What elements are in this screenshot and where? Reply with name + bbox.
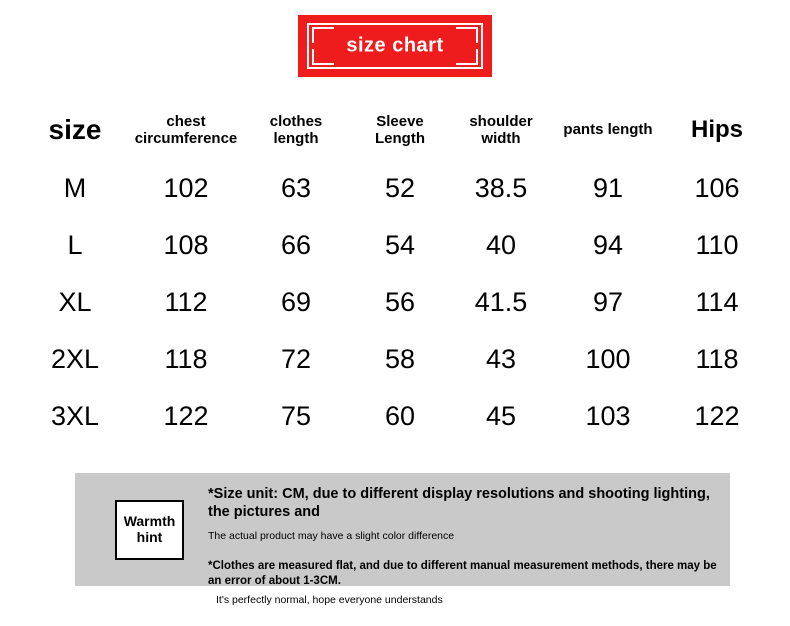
cell-chest: 102 — [163, 173, 209, 203]
cell-clothes-length: 63 — [280, 173, 312, 203]
column-header-hips: Hips — [690, 116, 743, 144]
row-label-size: M — [63, 173, 87, 203]
column-header-chest-line1: chest — [166, 112, 206, 130]
table-row — [20, 331, 770, 388]
cell-clothes-length: 75 — [280, 401, 312, 431]
column-header-clothes-line2: length — [273, 130, 319, 147]
cell-hips: 114 — [695, 287, 739, 317]
size-chart-table — [20, 100, 770, 445]
column-header-shoulder-line2: width — [481, 130, 521, 147]
column-header-clothes-line1: clothes — [269, 112, 323, 130]
table-header — [20, 100, 770, 160]
column-header-chest-line2: circumference — [134, 130, 238, 147]
cell-pants-length: 94 — [592, 230, 624, 260]
cell-clothes-length: 69 — [280, 287, 312, 317]
size-chart-banner — [298, 15, 492, 77]
notice-size-unit-text: *Size unit: CM, due to different display resolutions and shooting lighting, the pictures and — [208, 486, 710, 521]
cell-hips: 122 — [694, 401, 740, 431]
cell-hips: 110 — [695, 230, 739, 260]
table-body — [20, 160, 770, 445]
cell-chest: 108 — [163, 230, 209, 260]
banner-title: size chart — [346, 34, 444, 57]
cell-shoulder-width: 41.5 — [474, 287, 528, 317]
notice-measurement-error-text: *Clothes are measured flat, and due to different manual measurement methods, there may be an error of about 1-3CM. — [208, 559, 717, 587]
cell-chest: 112 — [164, 287, 208, 317]
cell-shoulder-width: 43 — [485, 344, 517, 374]
column-header-sleeve-line1: Sleeve — [376, 112, 424, 130]
table-row — [20, 160, 770, 217]
cell-sleeve-length: 54 — [384, 230, 416, 260]
cell-shoulder-width: 38.5 — [474, 173, 528, 203]
warmth-hint-text — [208, 485, 728, 607]
cell-hips: 118 — [695, 344, 739, 374]
row-label-size: XL — [58, 287, 92, 317]
warmth-hint-badge-line1: Warmth — [123, 513, 176, 530]
warmth-hint-badge — [115, 500, 184, 560]
row-label-size: L — [67, 230, 83, 260]
column-header-shoulder-line1: shoulder — [469, 112, 533, 130]
column-header-sleeve-line2: Length — [375, 130, 425, 147]
cell-clothes-length: 72 — [280, 344, 312, 374]
warmth-hint-panel — [75, 473, 730, 606]
cell-clothes-length: 66 — [280, 230, 312, 260]
cell-shoulder-width: 45 — [485, 401, 517, 431]
column-header-shoulder-width — [450, 100, 552, 160]
column-header-sleeve-length — [350, 100, 450, 160]
cell-pants-length: 100 — [585, 344, 631, 374]
cell-hips: 106 — [694, 173, 740, 203]
cell-pants-length: 103 — [585, 401, 631, 431]
column-header-pants-length: pants length — [563, 121, 653, 139]
cell-shoulder-width: 40 — [485, 230, 517, 260]
warmth-hint-badge-line2: hint — [136, 529, 163, 545]
row-label-size: 3XL — [50, 401, 100, 431]
row-label-size: 2XL — [50, 344, 100, 374]
notice-understanding-text: It's perfectly normal, hope everyone understands — [216, 593, 443, 606]
table-row — [20, 388, 770, 445]
cell-sleeve-length: 60 — [384, 401, 416, 431]
table-row — [20, 274, 770, 331]
cell-pants-length: 91 — [592, 173, 624, 203]
cell-sleeve-length: 52 — [384, 173, 416, 203]
column-header-clothes-length — [242, 100, 350, 160]
table-row — [20, 217, 770, 274]
banner-background — [298, 15, 492, 77]
column-header-size: size — [48, 113, 102, 145]
notice-color-difference-text: The actual product may have a slight color difference — [208, 530, 455, 543]
cell-pants-length: 97 — [592, 287, 624, 317]
cell-sleeve-length: 58 — [384, 344, 416, 374]
cell-chest: 118 — [164, 344, 208, 374]
cell-chest: 122 — [163, 401, 209, 431]
cell-sleeve-length: 56 — [384, 287, 416, 317]
column-header-chest-circumference — [130, 100, 242, 160]
table-header-row — [20, 100, 770, 160]
